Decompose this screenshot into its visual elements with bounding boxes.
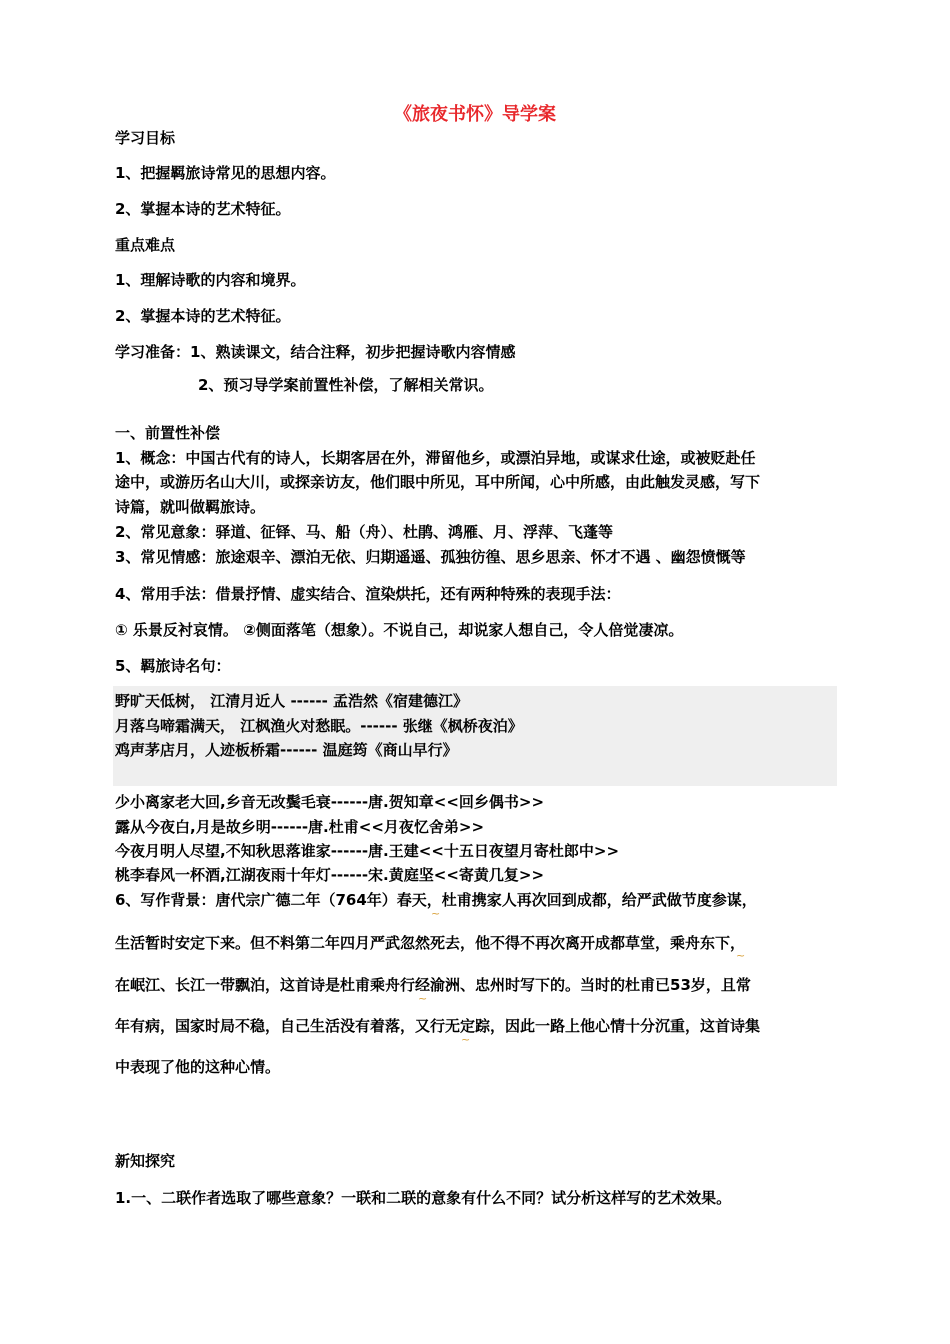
quote-line: 月落乌啼霜满天， 江枫渔火对愁眠。------ 张继《枫桥夜泊》 bbox=[115, 717, 523, 735]
concept-line: 途中，或游历名山大川，或探亲访友，他们眼中所见，耳中所闻，心中所感，由此触发灵感，写下 bbox=[115, 473, 761, 491]
background-line: 年有病，国家时局不稳，自己生活没有着落，又行无定踪，因此一路上他心情十分沉重，这首诗集 bbox=[115, 1017, 761, 1035]
squiggle-mark: ~ bbox=[418, 992, 428, 1005]
quote-line: 野旷天低树， 江清月近人 ------ 孟浩然《宿建德江》 bbox=[115, 692, 469, 710]
quote-line: 桃李春风一杯酒,江湖夜雨十年灯------宋.黄庭坚<<寄黄几复>> bbox=[115, 866, 545, 884]
concept-line: 1、概念：中国古代有的诗人，长期客居在外，滞留他乡，或漂泊异地，或谋求仕途，或被贬赴任 bbox=[115, 449, 756, 467]
document-title: 《旅夜书怀》导学案 bbox=[394, 104, 556, 125]
techniques-detail: ① 乐景反衬哀情。 ②侧面落笔（想象）。不说自己，却说家人想自己，令人倍觉凄凉。 bbox=[115, 621, 684, 639]
objectives-heading: 学习目标 bbox=[115, 129, 176, 147]
squiggle-mark: ~ bbox=[461, 1033, 471, 1046]
background-line: 生活暂时安定下来。但不料第二年四月严武忽然死去，他不得不再次离开成都草堂，乘舟东下， bbox=[115, 934, 746, 952]
explore-heading: 新知探究 bbox=[115, 1152, 176, 1170]
explore-question: 1.一、二联作者选取了哪些意象？一联和二联的意象有什么不同？试分析这样写的艺术效果。 bbox=[115, 1189, 732, 1207]
key-point-item: 2、掌握本诗的艺术特征。 bbox=[115, 307, 291, 325]
quote-line: 鸡声茅店月，人迹板桥霜------ 温庭筠《商山早行》 bbox=[115, 741, 458, 759]
preparation-line: 学习准备：1、熟读课文，结合注释，初步把握诗歌内容情感 bbox=[115, 343, 516, 361]
objective-item: 2、掌握本诗的艺术特征。 bbox=[115, 200, 291, 218]
background-line: 6、写作背景：唐代宗广德二年（764年）春天，杜甫携家人再次回到成都，给严武做节度参谋， bbox=[115, 891, 757, 909]
background-line: 在岷江、长江一带飘泊，这首诗是杜甫乘舟行经渝洲、忠州时写下的。当时的杜甫已53岁，且常 bbox=[115, 976, 751, 994]
key-point-item: 1、理解诗歌的内容和境界。 bbox=[115, 271, 306, 289]
preparation-line: 2、预习导学案前置性补偿，了解相关常识。 bbox=[198, 376, 494, 394]
objective-item: 1、把握羁旅诗常见的思想内容。 bbox=[115, 164, 336, 182]
quote-line: 露从今夜白,月是故乡明------唐.杜甫<<月夜忆舍弟>> bbox=[115, 818, 485, 836]
imagery-line: 2、常见意象：驿道、征铎、马、船（舟）、杜鹃、鸿雁、月、浮萍、飞蓬等 bbox=[115, 523, 613, 541]
techniques-line: 4、常用手法：借景抒情、虚实结合、渲染烘托，还有两种特殊的表现手法： bbox=[115, 585, 621, 603]
quote-line: 今夜月明人尽望,不知秋思落谁家------唐.王建<<十五日夜望月寄杜郎中>> bbox=[115, 842, 620, 860]
section1-heading: 一、前置性补偿 bbox=[115, 424, 221, 442]
concept-line: 诗篇，就叫做羁旅诗。 bbox=[115, 498, 266, 516]
key-points-heading: 重点难点 bbox=[115, 236, 176, 254]
squiggle-mark: ~ bbox=[736, 949, 746, 962]
squiggle-mark: ~ bbox=[431, 907, 441, 920]
emotions-line: 3、常见情感：旅途艰辛、漂泊无依、归期遥遥、孤独彷徨、思乡思亲、怀才不遇 、幽怨愤慨等 bbox=[115, 548, 746, 566]
background-line: 中表现了他的这种心情。 bbox=[115, 1058, 281, 1076]
quotes-heading: 5、羁旅诗名句： bbox=[115, 657, 231, 675]
quote-line: 少小离家老大回,乡音无改鬓毛衰------唐.贺知章<<回乡偶书>> bbox=[115, 793, 545, 811]
